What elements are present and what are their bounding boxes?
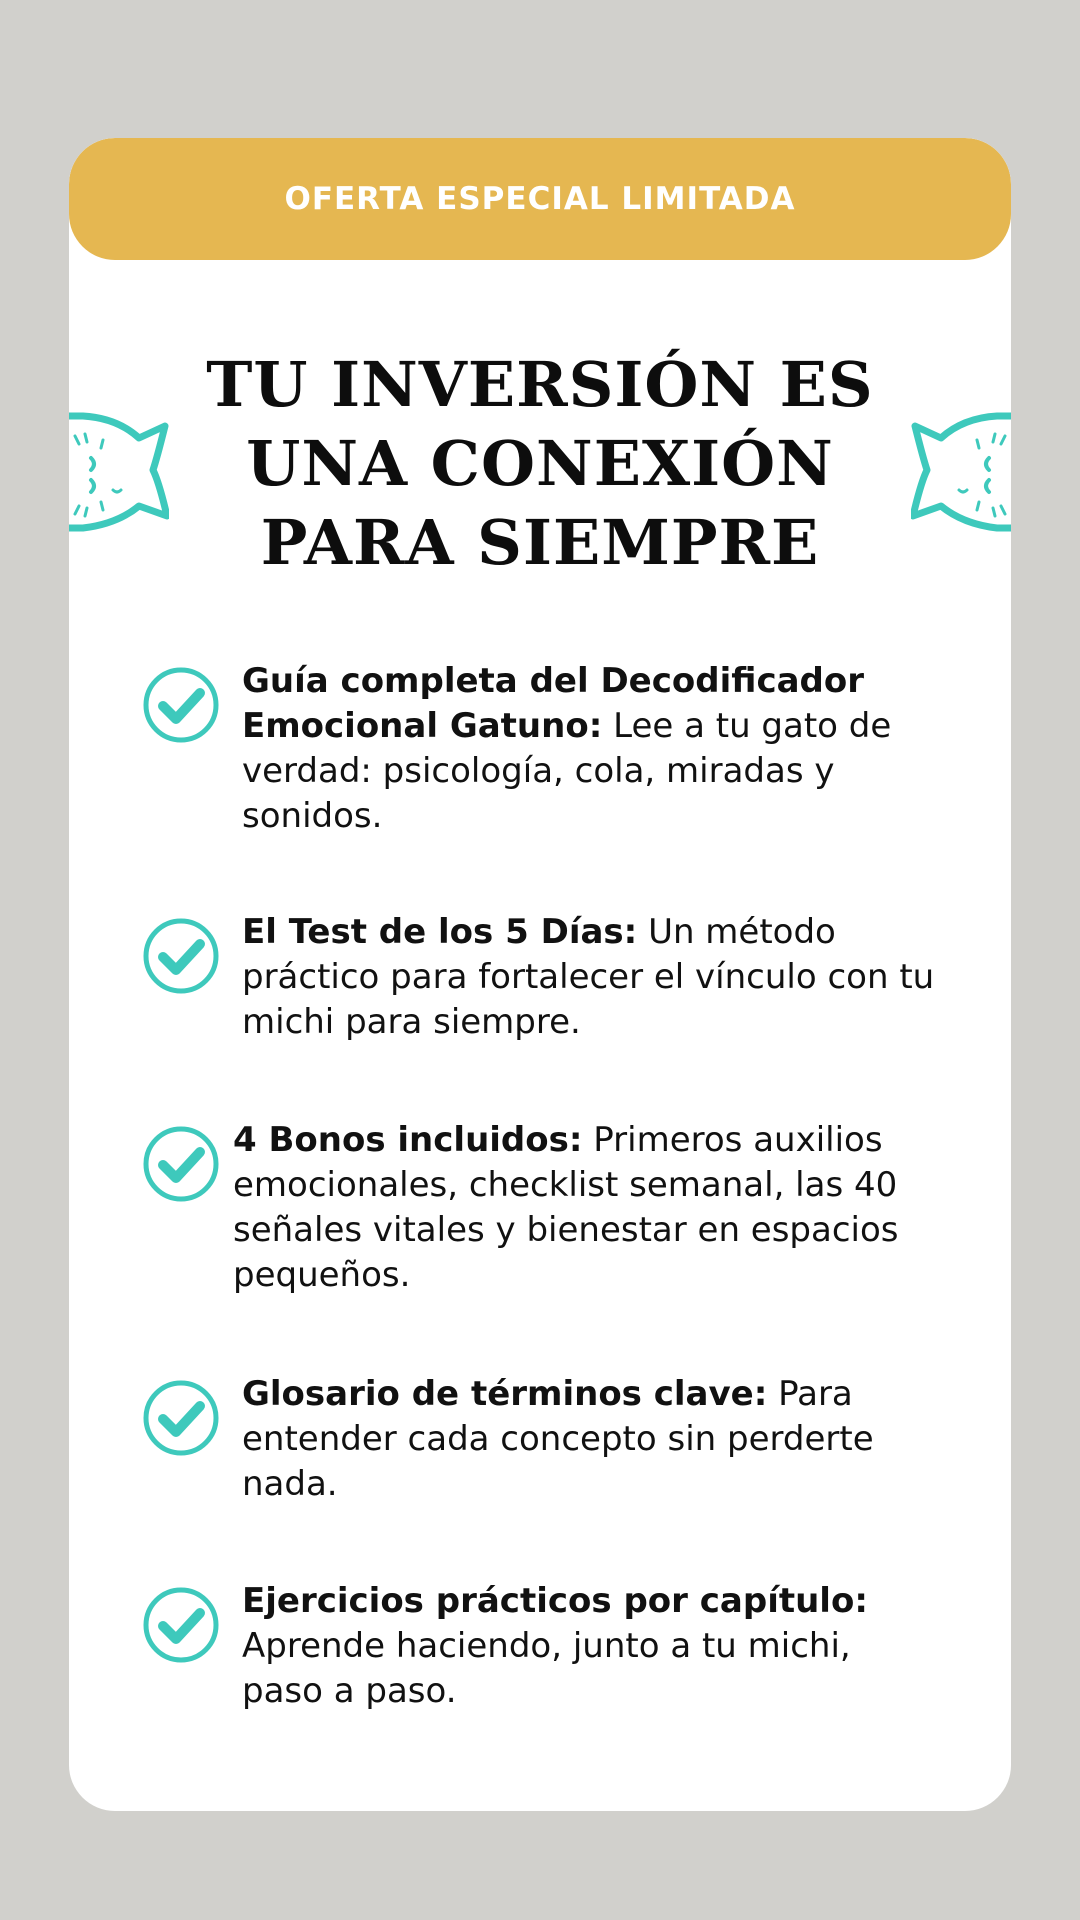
feature-text	[242, 1579, 942, 1714]
feature-description: Para entender cada concepto sin perderte nada.	[242, 1374, 874, 1504]
feature-text	[233, 1118, 933, 1298]
headline-line: TU INVERSIÓN ES	[206, 348, 874, 421]
feature-text	[242, 659, 942, 839]
check-circle-icon	[141, 1378, 221, 1458]
feature-description: Lee a tu gato de verdad: psicología, cola, miradas y sonidos.	[242, 706, 892, 836]
feature-description: Aprende haciendo, junto a tu michi, paso a paso.	[242, 1626, 851, 1711]
headline-line: PARA SIEMPRE	[260, 506, 820, 579]
feature-text	[242, 1372, 942, 1507]
check-circle-icon	[141, 665, 221, 745]
feature-description: Primeros auxilios emocionales, checklist semanal, las 40 señales vitales y bienestar en espacios pequeños.	[233, 1120, 899, 1295]
check-circle-icon	[141, 916, 221, 996]
headline-line: UNA CONEXIÓN	[246, 427, 834, 500]
feature-title: El Test de los 5 Días:	[242, 912, 638, 952]
feature-title: Guía completa del Decodificador Emocional Gatuno:	[242, 661, 865, 746]
feature-text	[242, 910, 942, 1045]
feature-title: 4 Bonos incluidos:	[233, 1120, 583, 1160]
feature-description: Un método práctico para fortalecer el vínculo con tu michi para siempre.	[242, 912, 935, 1042]
offer-card	[69, 138, 1011, 1811]
check-circle-icon	[141, 1124, 221, 1204]
feature-title: Ejercicios prácticos por capítulo:	[242, 1581, 868, 1621]
feature-title: Glosario de términos clave:	[242, 1374, 768, 1414]
banner-text: OFERTA ESPECIAL LIMITADA	[284, 181, 796, 217]
feature-list	[69, 138, 1011, 1811]
check-circle-icon	[141, 1585, 221, 1665]
